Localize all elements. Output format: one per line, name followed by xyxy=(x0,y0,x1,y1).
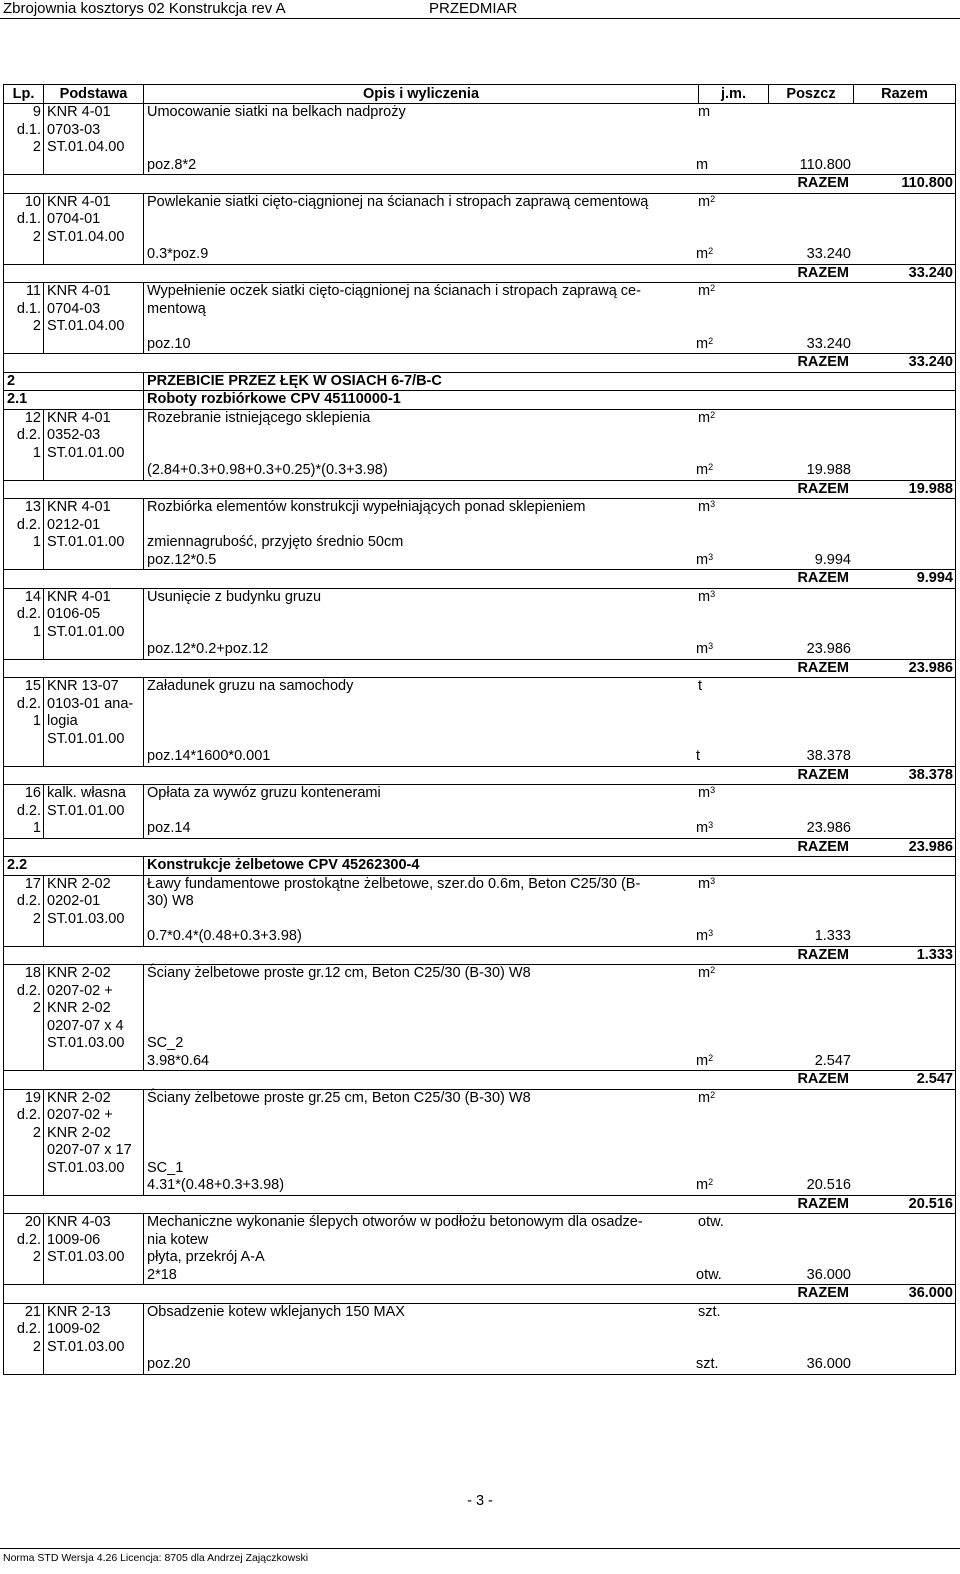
item-description xyxy=(144,1303,956,1374)
razem-value: 33.240 xyxy=(908,354,953,370)
description-text: Wypełnienie oczek siatki cięto-ciągnionej na ścianach i stropach zaprawą ce- xyxy=(147,283,641,299)
description-text: Usunięcie z budynku gruzu xyxy=(147,588,322,605)
lp-line: d.1. xyxy=(16,211,41,227)
item-description xyxy=(144,283,956,354)
section-row xyxy=(4,391,956,410)
measurement-unit: otw. xyxy=(696,1266,722,1283)
col-jm: j.m. xyxy=(699,85,769,104)
item-description xyxy=(144,965,956,1071)
item-lp xyxy=(4,1303,44,1374)
measurement-value: 33.240 xyxy=(806,246,851,262)
page-number: - 3 - xyxy=(467,1493,493,1509)
podstawa-line: 0703-03 xyxy=(47,121,101,138)
podstawa-line: ST.01.04.00 xyxy=(47,139,125,155)
measurement-value: 9.994 xyxy=(814,551,851,568)
podstawa-line: ST.01.01.00 xyxy=(47,623,125,640)
lp-line: 21 xyxy=(24,1303,41,1320)
lp-line: 13 xyxy=(24,499,41,515)
table-row xyxy=(4,785,956,839)
lp-line: d.2. xyxy=(16,1321,41,1337)
measurement-unit: szt. xyxy=(696,1356,719,1372)
item-unit: $m^2$ xyxy=(698,409,716,426)
measurement-formula: 0.7*0.4*(0.48+0.3+3.98) xyxy=(147,928,302,944)
item-description xyxy=(144,499,956,570)
lp-line: d.2. xyxy=(16,1107,41,1123)
section-number: 2.2 xyxy=(4,857,144,876)
podstawa-line: 0352-03 xyxy=(47,427,101,443)
measurement-formula: poz.12*0.5 xyxy=(147,551,217,568)
lp-line: d.2. xyxy=(16,802,41,819)
item-description xyxy=(144,104,956,175)
lp-line: 2 xyxy=(32,1124,41,1141)
razem-value: 23.986 xyxy=(908,838,953,855)
item-podstawa xyxy=(44,875,144,946)
lp-line: 2 xyxy=(32,139,41,155)
measurement-formula: 2*18 xyxy=(147,1266,177,1283)
measurement-note: SC_2 xyxy=(147,1035,184,1051)
footer-license: Norma STD Wersja 4.26 Licencja: 8705 dla Andrzej Zajączkowski xyxy=(3,1552,309,1564)
table-row xyxy=(4,1089,956,1195)
razem-row xyxy=(4,1285,956,1304)
item-unit: $m^3$ xyxy=(698,499,716,515)
podstawa-line: ST.01.03.00 xyxy=(47,1249,125,1265)
lp-line: d.2. xyxy=(16,427,41,443)
description-text: Rozebranie istniejącego sklepienia xyxy=(147,409,371,426)
table-row xyxy=(4,588,956,659)
item-podstawa xyxy=(44,409,144,480)
podstawa-line: KNR 4-03 xyxy=(47,1214,111,1230)
podstawa-line: KNR 4-01 xyxy=(47,588,111,605)
podstawa-line: ST.01.01.00 xyxy=(47,444,125,461)
measurement-formula: poz.12*0.2+poz.12 xyxy=(147,641,269,657)
item-unit: $m^2$ xyxy=(698,283,716,299)
item-lp xyxy=(4,499,44,570)
podstawa-line: ST.01.01.00 xyxy=(47,534,125,550)
table-header-row xyxy=(4,85,956,104)
col-poszcz: Poszcz xyxy=(769,85,854,104)
measurement-unit: $m^2$ xyxy=(696,335,714,352)
razem-label: RAZEM xyxy=(797,946,849,963)
podstawa-line: KNR 4-01 xyxy=(47,193,111,210)
item-description xyxy=(144,785,956,839)
podstawa-line: ST.01.03.00 xyxy=(47,1159,125,1176)
razem-label: RAZEM xyxy=(797,838,849,855)
item-unit: $m^2$ xyxy=(698,1089,716,1106)
razem-value: 33.240 xyxy=(908,264,953,281)
measurement-note: płyta, przekrój A-A xyxy=(147,1249,265,1265)
lp-line: d.2. xyxy=(16,695,41,712)
item-lp xyxy=(4,875,44,946)
measurement-unit: $m^3$ xyxy=(696,641,714,657)
measurement-value: 23.986 xyxy=(806,820,851,836)
podstawa-line: KNR 2-02 xyxy=(47,875,111,892)
description-text: Powlekanie siatki cięto-ciągnionej na ścianach i stropach zaprawą cementową xyxy=(147,193,649,210)
podstawa-line: ST.01.04.00 xyxy=(47,318,125,334)
podstawa-line: KNR 4-01 xyxy=(47,409,111,426)
measurement-formula: poz.14*1600*0.001 xyxy=(147,748,271,764)
description-text-cont: nia kotew xyxy=(147,1231,209,1248)
lp-line: 19 xyxy=(24,1089,41,1106)
item-podstawa xyxy=(44,1303,144,1374)
lp-line: 1 xyxy=(32,713,41,729)
podstawa-line: logia xyxy=(47,713,78,729)
podstawa-line: 0207-02 + xyxy=(47,982,113,999)
item-description xyxy=(144,588,956,659)
item-lp xyxy=(4,1214,44,1285)
item-lp xyxy=(4,965,44,1071)
measurement-value: 33.240 xyxy=(806,335,851,352)
lp-line: d.2. xyxy=(16,982,41,999)
cost-table xyxy=(3,84,956,1375)
lp-line: d.1. xyxy=(16,121,41,138)
podstawa-line: KNR 2-02 xyxy=(47,1089,111,1106)
measurement-note: zmiennagrubość, przyjęto średnio 50cm xyxy=(147,534,404,550)
podstawa-line: ST.01.03.00 xyxy=(47,910,125,927)
measurement-note: SC_1 xyxy=(147,1159,184,1176)
table-row xyxy=(4,1303,956,1374)
lp-line: 2 xyxy=(32,318,41,334)
footer-divider xyxy=(0,1548,960,1549)
item-podstawa xyxy=(44,1089,144,1195)
podstawa-line: 0103-01 ana- xyxy=(47,695,134,712)
item-description xyxy=(144,1214,956,1285)
lp-line: 17 xyxy=(24,875,41,892)
table-row xyxy=(4,1214,956,1285)
item-description xyxy=(144,1089,956,1195)
description-text: Opłata za wywóz gruzu kontenerami xyxy=(147,785,381,801)
podstawa-line: KNR 13-07 xyxy=(47,678,119,694)
podstawa-line: 0207-02 + xyxy=(47,1107,113,1123)
measurement-value: 38.378 xyxy=(806,748,851,764)
razem-row xyxy=(4,354,956,373)
table-row xyxy=(4,193,956,264)
description-text: Obsadzenie kotew wklejanych 150 MAX xyxy=(147,1303,405,1320)
razem-row xyxy=(4,838,956,857)
section-title: PRZEBICIE PRZEZ ŁĘK W OSIACH 6-7/B-C xyxy=(144,372,956,391)
razem-label: RAZEM xyxy=(797,1195,849,1212)
col-podstawa: Podstawa xyxy=(44,85,144,104)
podstawa-line: 1009-02 xyxy=(47,1321,101,1337)
lp-line: d.1. xyxy=(16,300,41,317)
description-text: Załadunek gruzu na samochody xyxy=(147,678,354,694)
measurement-unit: $m^3$ xyxy=(696,928,714,944)
item-lp xyxy=(4,588,44,659)
item-podstawa xyxy=(44,678,144,767)
item-unit: m xyxy=(698,104,711,120)
measurement-unit: $m^2$ xyxy=(696,462,714,478)
razem-row xyxy=(4,175,956,194)
podstawa-line: KNR 4-01 xyxy=(47,499,111,515)
podstawa-line: 0207-07 x 17 xyxy=(47,1142,132,1158)
measurement-unit: $m^2$ xyxy=(696,1052,714,1069)
item-description xyxy=(144,409,956,480)
lp-line: 2 xyxy=(32,228,41,245)
item-unit: $m^2$ xyxy=(698,193,716,210)
item-unit: t xyxy=(698,678,703,694)
section-title: Konstrukcje żelbetowe CPV 45262300-4 xyxy=(144,857,956,876)
table-row xyxy=(4,678,956,767)
podstawa-line: 0704-03 xyxy=(47,300,101,317)
razem-label: RAZEM xyxy=(797,766,849,783)
podstawa-line: KNR 4-01 xyxy=(47,104,111,120)
measurement-value: 1.333 xyxy=(814,928,851,944)
measurement-unit: t xyxy=(696,748,701,764)
table-row xyxy=(4,499,956,570)
table-row xyxy=(4,875,956,946)
lp-line: 12 xyxy=(24,409,41,426)
item-description xyxy=(144,678,956,767)
measurement-formula: poz.8*2 xyxy=(147,156,197,173)
measurement-formula: poz.10 xyxy=(147,335,191,352)
item-lp xyxy=(4,1089,44,1195)
table-row xyxy=(4,965,956,1071)
measurement-value: 19.988 xyxy=(806,462,851,478)
description-text: Ławy fundamentowe prostokątne żelbetowe, szer.do 0.6m, Beton C25/30 (B- xyxy=(147,875,641,892)
lp-line: d.2. xyxy=(16,606,41,622)
item-unit: otw. xyxy=(698,1214,724,1230)
lp-line: 2 xyxy=(32,910,41,927)
item-description xyxy=(144,875,956,946)
lp-line: d.2. xyxy=(16,1231,41,1248)
measurement-value: 23.986 xyxy=(806,641,851,657)
section-row xyxy=(4,372,956,391)
measurement-value: 36.000 xyxy=(806,1266,851,1283)
podstawa-line: KNR 4-01 xyxy=(47,283,111,299)
item-lp xyxy=(4,104,44,175)
podstawa-line: kalk. własna xyxy=(47,785,126,801)
document-title: Zbrojownia kosztorys 02 Konstrukcja rev A xyxy=(3,0,286,17)
lp-line: 10 xyxy=(24,193,41,210)
podstawa-line: ST.01.01.00 xyxy=(47,730,125,747)
col-opis: Opis i wyliczenia xyxy=(144,85,699,104)
item-podstawa xyxy=(44,965,144,1071)
document-type: PRZEDMIAR xyxy=(429,0,518,17)
lp-line: 15 xyxy=(24,678,41,694)
description-text: Mechaniczne wykonanie ślepych otworów w podłożu betonowym dla osadze- xyxy=(147,1214,643,1230)
item-podstawa xyxy=(44,104,144,175)
col-lp: Lp. xyxy=(4,85,44,104)
podstawa-line: ST.01.03.00 xyxy=(47,1035,125,1051)
item-podstawa xyxy=(44,1214,144,1285)
item-lp xyxy=(4,678,44,767)
item-unit: $m^3$ xyxy=(698,785,716,801)
lp-line: 2 xyxy=(32,1338,41,1355)
item-unit: $m^3$ xyxy=(698,875,716,892)
measurement-formula: 4.31*(0.48+0.3+3.98) xyxy=(147,1177,285,1193)
razem-row xyxy=(4,480,956,499)
razem-row xyxy=(4,1195,956,1214)
item-podstawa xyxy=(44,193,144,264)
table-row xyxy=(4,283,956,354)
razem-value: 20.516 xyxy=(908,1195,953,1212)
measurement-value: 110.800 xyxy=(799,156,851,173)
item-unit: $m^3$ xyxy=(698,588,716,605)
lp-line: 11 xyxy=(25,283,41,299)
razem-row xyxy=(4,766,956,785)
podstawa-line: ST.01.04.00 xyxy=(47,228,125,245)
lp-line: 9 xyxy=(32,104,41,120)
header-divider xyxy=(0,18,960,19)
razem-label: RAZEM xyxy=(797,354,849,370)
measurement-unit: $m^3$ xyxy=(696,551,714,568)
section-number: 2 xyxy=(4,372,144,391)
razem-row xyxy=(4,1071,956,1090)
measurement-unit: m xyxy=(696,156,709,173)
podstawa-line: 0207-07 x 4 xyxy=(47,1017,124,1034)
razem-value: 1.333 xyxy=(916,946,953,963)
lp-line: 1 xyxy=(32,623,41,640)
lp-line: 18 xyxy=(24,965,41,981)
measurement-value: 36.000 xyxy=(806,1356,851,1372)
section-title: Roboty rozbiórkowe CPV 45110000-1 xyxy=(144,391,956,410)
item-podstawa xyxy=(44,283,144,354)
measurement-formula: 3.98*0.64 xyxy=(147,1052,210,1069)
description-text: Umocowanie siatki na belkach nadproży xyxy=(147,104,406,120)
podstawa-line: KNR 2-02 xyxy=(47,1000,111,1016)
lp-line: 1 xyxy=(32,444,41,461)
podstawa-line: KNR 2-02 xyxy=(47,965,111,981)
item-unit: $m^2$ xyxy=(698,965,716,981)
razem-value: 2.547 xyxy=(916,1071,953,1087)
description-text-cont: mentową xyxy=(147,300,206,317)
lp-line: 2 xyxy=(32,1000,41,1016)
podstawa-line: KNR 2-02 xyxy=(47,1124,111,1141)
lp-line: 1 xyxy=(32,820,41,836)
podstawa-line: 0704-01 xyxy=(47,211,101,227)
razem-value: 36.000 xyxy=(908,1285,953,1301)
podstawa-line: ST.01.01.00 xyxy=(47,802,125,819)
podstawa-line: ST.01.03.00 xyxy=(47,1338,125,1355)
section-number: 2.1 xyxy=(4,391,144,410)
lp-line: d.2. xyxy=(16,516,41,533)
razem-row xyxy=(4,570,956,589)
razem-value: 38.378 xyxy=(908,766,953,783)
razem-row xyxy=(4,946,956,965)
description-text: Ściany żelbetowe proste gr.12 cm, Beton C25/30 (B-30) W8 xyxy=(147,965,531,981)
razem-label: RAZEM xyxy=(797,570,849,586)
razem-label: RAZEM xyxy=(797,264,849,281)
measurement-unit: $m^2$ xyxy=(696,246,714,262)
measurement-unit: $m^2$ xyxy=(696,1177,714,1193)
item-podstawa xyxy=(44,588,144,659)
item-description xyxy=(144,193,956,264)
table-row xyxy=(4,409,956,480)
measurement-unit: $m^3$ xyxy=(696,820,714,836)
razem-row xyxy=(4,659,956,678)
razem-value: 110.800 xyxy=(901,175,953,191)
lp-line: d.2. xyxy=(16,893,41,909)
razem-label: RAZEM xyxy=(797,175,849,191)
razem-row xyxy=(4,264,956,283)
description-text: Rozbiórka elementów konstrukcji wypełniających ponad sklepieniem xyxy=(147,499,586,515)
lp-line: 2 xyxy=(32,1249,41,1265)
measurement-value: 2.547 xyxy=(814,1052,851,1069)
razem-label: RAZEM xyxy=(797,1285,849,1301)
table-row xyxy=(4,104,956,175)
measurement-formula: poz.20 xyxy=(147,1356,191,1372)
podstawa-line: 1009-06 xyxy=(47,1231,101,1248)
razem-value: 9.994 xyxy=(916,570,953,586)
measurement-formula: (2.84+0.3+0.98+0.3+0.25)*(0.3+3.98) xyxy=(147,462,388,478)
razem-value: 23.986 xyxy=(908,659,953,676)
section-row xyxy=(4,857,956,876)
razem-label: RAZEM xyxy=(797,1071,849,1087)
item-lp xyxy=(4,193,44,264)
description-text: Ściany żelbetowe proste gr.25 cm, Beton C25/30 (B-30) W8 xyxy=(147,1089,531,1106)
lp-line: 1 xyxy=(32,534,41,550)
razem-value: 19.988 xyxy=(908,480,953,497)
item-lp xyxy=(4,785,44,839)
lp-line: 16 xyxy=(24,785,41,801)
podstawa-line: 0106-05 xyxy=(47,606,101,622)
description-text-cont: 30) W8 xyxy=(147,893,194,909)
measurement-value: 20.516 xyxy=(806,1177,851,1193)
lp-line: 14 xyxy=(24,588,41,605)
podstawa-line: KNR 2-13 xyxy=(47,1303,111,1320)
item-podstawa xyxy=(44,785,144,839)
measurement-formula: poz.14 xyxy=(147,820,191,836)
measurement-formula: 0.3*poz.9 xyxy=(147,246,209,262)
podstawa-line: 0212-01 xyxy=(47,516,101,533)
item-unit: szt. xyxy=(698,1303,721,1320)
col-razem: Razem xyxy=(854,85,956,104)
item-lp xyxy=(4,409,44,480)
razem-label: RAZEM xyxy=(797,480,849,497)
lp-line: 20 xyxy=(24,1214,41,1230)
razem-label: RAZEM xyxy=(797,659,849,676)
podstawa-line: 0202-01 xyxy=(47,893,101,909)
item-lp xyxy=(4,283,44,354)
item-podstawa xyxy=(44,499,144,570)
